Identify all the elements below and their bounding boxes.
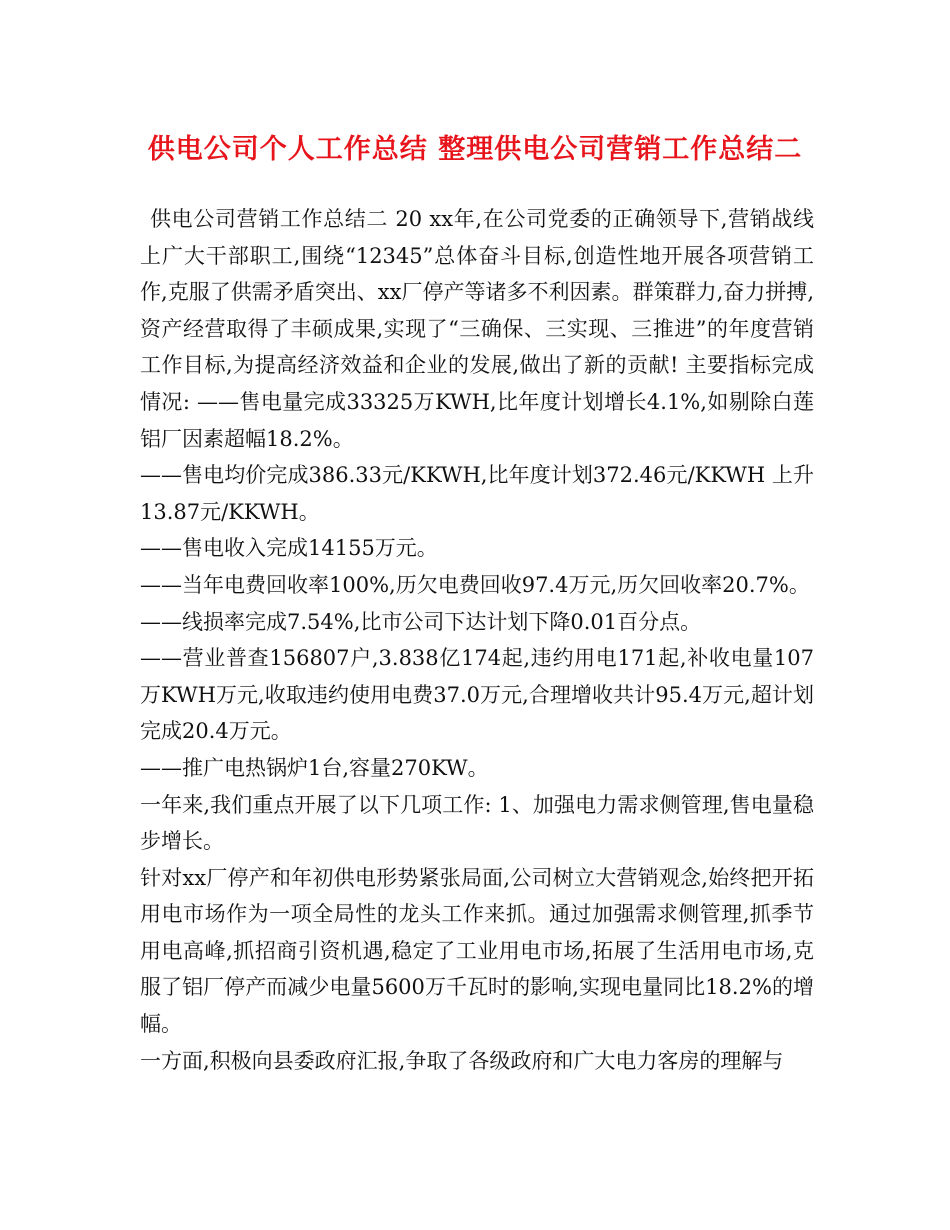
paragraph: ——售电均价完成386.33元/KKWH,比年度计划372.46元/KKWH 上升13.87元/KKWH。 [140, 463, 814, 524]
paragraph: 针对xx厂停产和年初供电形势紧张局面,公司树立大营销观念,始终把开拓用电市场作为一项全局性的龙头工作来抓。通过加强需求侧管理,抓季节用电高峰,抓招商引资机遇,稳定了工业用电市场,拓展了生活用电市场,克服了铝厂停产而减少电量5600万千瓦时的影响,实现电量同比18.2%的增幅。 [140, 865, 814, 1037]
paragraph: 一方面,积极向县委政府汇报,争取了各级政府和广大电力客房的理解与 [140, 1048, 784, 1073]
paragraph: ——线损率完成7.54%,比市公司下达计划下降0.01百分点。 [140, 609, 702, 634]
document-title: 供电公司个人工作总结 整理供电公司营销工作总结二 [147, 134, 803, 165]
paragraph: ——营业普查156807户,3.838亿174起,违约用电171起,补收电量107万KWH万元,收取违约使用电费37.0万元,合理增收共计95.4万元,超计划完成20.4万元。 [140, 646, 814, 744]
paragraph: ——当年电费回收率100%,历欠电费回收97.4万元,历欠回收率20.7%。 [140, 572, 810, 597]
paragraph: 一年来,我们重点开展了以下几项工作: 1、加强电力需求侧管理,售电量稳步增长。 [140, 792, 814, 854]
paragraph: ——推广电热锅炉1台,容量270KW。 [140, 755, 489, 780]
document-body [140, 201, 814, 1079]
paragraph: ——售电收入完成14155万元。 [140, 536, 438, 561]
paragraph: 供电公司营销工作总结二 20 xx年,在公司党委的正确领导下,营销战线上广大干部职工,围绕“12345”总体奋斗目标,创造性地开展各项营销工作,克服了供需矛盾突出、xx厂停产等诸多不利因素。群策群力,奋力拼搏,资产经营取得了丰硕成果,实现了“三确保、三实现、三推进”的年度营销工作目标,为提高经济效益和企业的发展,做出了新的贡献! 主要指标完成情况: ——售电量完成33325万KWH,比年度计划增长4.1%,如剔除白莲铝厂因素超幅18.2%。 [140, 207, 814, 451]
